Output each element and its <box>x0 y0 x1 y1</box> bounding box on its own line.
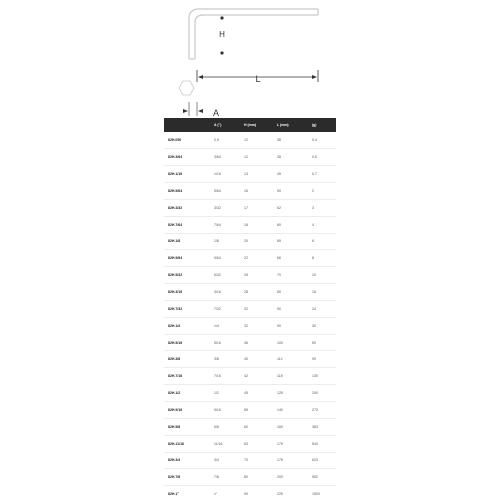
cell-across-flats: 3/4 <box>210 452 240 469</box>
table-row <box>164 284 336 301</box>
cell-reference: 82H.050 <box>164 132 210 149</box>
cell-across-flats: 5/32 <box>210 267 240 284</box>
cell-length: 38 <box>273 149 308 166</box>
cell-length: 45 <box>273 166 308 183</box>
cell-length: 60 <box>273 216 308 233</box>
cell-height: 13 <box>240 166 273 183</box>
cell-reference: 82H.11/16 <box>164 435 210 452</box>
cell-reference: 82H.9/16 <box>164 402 210 419</box>
length-label: L <box>255 74 261 84</box>
cell-length: 90 <box>273 300 308 317</box>
cell-reference: 82H.7/64 <box>164 216 210 233</box>
cell-weight: 540 <box>308 435 336 452</box>
cell-across-flats: 3/32 <box>210 199 240 216</box>
cell-height: 22 <box>240 250 273 267</box>
across-flats-arrow-left-icon <box>183 109 188 113</box>
cell-reference: 82H.5/64 <box>164 183 210 200</box>
cell-reference: 82H.5/16 <box>164 334 210 351</box>
cell-weight: 4 <box>308 216 336 233</box>
cell-height: 28 <box>240 284 273 301</box>
cell-across-flats: 9/64 <box>210 250 240 267</box>
cell-weight: 1500 <box>308 486 336 500</box>
header-weight: (g) <box>308 118 336 132</box>
cell-height: 18 <box>240 216 273 233</box>
cell-weight: 952 <box>308 469 336 486</box>
cell-reference: 82H.9/64 <box>164 250 210 267</box>
cell-reference: 82H.3/16 <box>164 284 210 301</box>
cell-weight: 24 <box>308 300 336 317</box>
cell-reference: 82H.1/4 <box>164 317 210 334</box>
height-top-marker <box>220 16 223 19</box>
length-arrow-right-icon <box>312 75 317 79</box>
cell-across-flats: 7/8 <box>210 469 240 486</box>
cell-across-flats: 7/64 <box>210 216 240 233</box>
cell-height: 20 <box>240 233 273 250</box>
cell-reference: 82H.1/8 <box>164 233 210 250</box>
cell-length: 225 <box>273 486 308 500</box>
cell-weight: 30 <box>308 317 336 334</box>
cell-reference: 82H.1/2 <box>164 385 210 402</box>
cell-length: 112 <box>273 351 308 368</box>
cell-length: 175 <box>273 452 308 469</box>
table-row <box>164 452 336 469</box>
cell-length: 200 <box>273 469 308 486</box>
cell-weight: 0.7 <box>308 166 336 183</box>
cell-across-flats: 1/16 <box>210 166 240 183</box>
cell-weight: 8 <box>308 250 336 267</box>
table-row <box>164 351 336 368</box>
cell-reference: 82H.5/8 <box>164 418 210 435</box>
cell-weight: 16 <box>308 284 336 301</box>
table-row <box>164 216 336 233</box>
spec-table <box>164 118 336 500</box>
cell-length: 70 <box>273 267 308 284</box>
cell-across-flats: 5/64 <box>210 183 240 200</box>
cell-weight: 273 <box>308 402 336 419</box>
cell-height: 32 <box>240 317 273 334</box>
cell-reference: 82H.7/8 <box>164 469 210 486</box>
header-length: L (mm) <box>273 118 308 132</box>
cell-across-flats: 3/16 <box>210 284 240 301</box>
cell-reference: 82H.7/32 <box>164 300 210 317</box>
cell-weight: 623 <box>308 452 336 469</box>
cell-height: 90 <box>240 486 273 500</box>
table-row <box>164 233 336 250</box>
cell-weight: 0.5 <box>308 149 336 166</box>
table-row <box>164 199 336 216</box>
table-row <box>164 132 336 149</box>
cell-weight: 50 <box>308 334 336 351</box>
cell-height: 45 <box>240 385 273 402</box>
cell-length: 118 <box>273 368 308 385</box>
cell-height: 63 <box>240 435 273 452</box>
cell-across-flats: 1/4 <box>210 317 240 334</box>
cell-reference: 82H.3/4 <box>164 452 210 469</box>
cell-height: 70 <box>240 452 273 469</box>
cell-across-flats: 5/16 <box>210 334 240 351</box>
hex-key-dimension-diagram <box>0 0 500 118</box>
cell-height: 17 <box>240 199 273 216</box>
header-reference <box>164 118 210 132</box>
cell-weight: 200 <box>308 385 336 402</box>
cell-weight: 130 <box>308 368 336 385</box>
cell-height: 40 <box>240 351 273 368</box>
table-row <box>164 368 336 385</box>
cell-across-flats: 1/2 <box>210 385 240 402</box>
cell-length: 100 <box>273 334 308 351</box>
cell-weight: 10 <box>308 267 336 284</box>
cell-height: 36 <box>240 334 273 351</box>
cell-across-flats: 3/8 <box>210 351 240 368</box>
cell-reference: 82H.3/32 <box>164 199 210 216</box>
cell-across-flats: 0.5 <box>210 132 240 149</box>
cell-length: 125 <box>273 385 308 402</box>
cell-across-flats: 11/16 <box>210 435 240 452</box>
hex-cross-section-icon <box>179 81 194 95</box>
table-row <box>164 166 336 183</box>
cell-weight: 2 <box>308 183 336 200</box>
cell-length: 160 <box>273 418 308 435</box>
table-row <box>164 435 336 452</box>
cell-across-flats: 7/32 <box>210 300 240 317</box>
cell-length: 62 <box>273 199 308 216</box>
cell-length: 50 <box>273 183 308 200</box>
height-label: H <box>219 30 225 39</box>
cell-reference: 82H.3/8 <box>164 351 210 368</box>
table-row <box>164 334 336 351</box>
cell-length: 170 <box>273 435 308 452</box>
cell-height: 12 <box>240 132 273 149</box>
cell-across-flats: 9/16 <box>210 402 240 419</box>
table-row <box>164 418 336 435</box>
table-row <box>164 486 336 500</box>
cell-across-flats: 1" <box>210 486 240 500</box>
cell-length: 66 <box>273 250 308 267</box>
cell-length: 80 <box>273 284 308 301</box>
cell-length: 140 <box>273 402 308 419</box>
table-row <box>164 267 336 284</box>
cell-height: 12 <box>240 149 273 166</box>
table-row <box>164 250 336 267</box>
cell-height: 80 <box>240 469 273 486</box>
cell-height: 60 <box>240 418 273 435</box>
cell-height: 16 <box>240 183 273 200</box>
table-row <box>164 385 336 402</box>
cell-reference: 82H.3/64 <box>164 149 210 166</box>
cell-weight: 90 <box>308 351 336 368</box>
cell-weight: 3 <box>308 199 336 216</box>
cell-reference: 82H.7/16 <box>164 368 210 385</box>
header-height: H (mm) <box>240 118 273 132</box>
cell-height: 42 <box>240 368 273 385</box>
cell-reference: 82H.1/16 <box>164 166 210 183</box>
hex-key-drawing <box>189 9 318 59</box>
cell-across-flats: 3/64 <box>210 149 240 166</box>
height-bottom-marker <box>220 51 223 54</box>
cell-length: 65 <box>273 233 308 250</box>
cell-reference: 82H.5/32 <box>164 267 210 284</box>
length-arrow-left-icon <box>198 75 203 79</box>
table-row <box>164 469 336 486</box>
cell-across-flats: 7/16 <box>210 368 240 385</box>
cell-reference: 82H.1" <box>164 486 210 500</box>
cell-weight: 0.4 <box>308 132 336 149</box>
table-row <box>164 300 336 317</box>
cell-height: 25 <box>240 267 273 284</box>
table-header-row <box>164 118 336 132</box>
table-row <box>164 317 336 334</box>
cell-height: 55 <box>240 402 273 419</box>
cell-height: 32 <box>240 300 273 317</box>
table-row <box>164 402 336 419</box>
cell-across-flats: 1/8 <box>210 233 240 250</box>
table-row <box>164 183 336 200</box>
table-row <box>164 149 336 166</box>
across-flats-arrow-right-icon <box>198 109 203 113</box>
cell-weight: 383 <box>308 418 336 435</box>
across-flats-label: A <box>212 108 220 118</box>
cell-weight: 6 <box>308 233 336 250</box>
cell-length: 90 <box>273 317 308 334</box>
cell-length: 38 <box>273 132 308 149</box>
cell-across-flats: 5/8 <box>210 418 240 435</box>
header-across-flats: A (") <box>210 118 240 132</box>
